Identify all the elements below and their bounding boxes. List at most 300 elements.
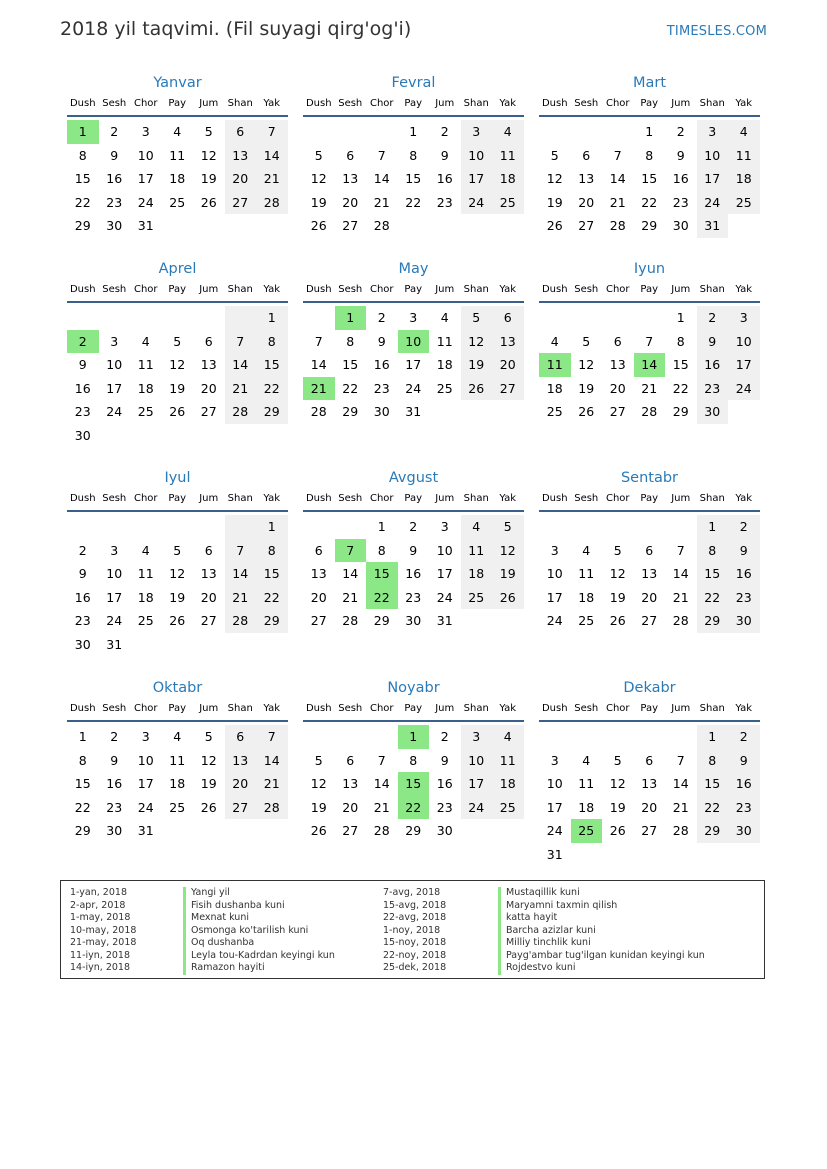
legend-holiday-name: Fisih dushanba kuni (183, 900, 335, 913)
month-block (303, 678, 524, 843)
holiday-day: 15 (398, 772, 430, 796)
weekday-label: Chor (133, 493, 158, 504)
month-block (67, 259, 288, 447)
day-cell: 27 (200, 404, 217, 419)
day-cell: 22 (405, 194, 422, 210)
day-cell: 16 (405, 566, 422, 581)
day-cell: 10 (436, 542, 453, 558)
day-cell: 30 (436, 823, 453, 838)
weekday-header (67, 283, 288, 303)
month-block (303, 468, 524, 633)
brand-link[interactable]: TIMESLES.COM (666, 24, 767, 39)
day-cell: 15 (256, 562, 288, 586)
day-cell: 8 (377, 542, 386, 558)
day-cell: 1 (78, 729, 87, 744)
day-cell: 17 (461, 167, 493, 191)
day-cell: 13 (342, 171, 359, 186)
weekday-header (539, 283, 760, 303)
day-cell: 28 (672, 613, 689, 628)
day-cell: 9 (728, 749, 760, 773)
day-cell: 22 (74, 194, 91, 210)
empty-cell (602, 515, 634, 539)
day-grid (303, 120, 524, 238)
day-cell: 28 (225, 400, 257, 424)
day-cell: 8 (256, 330, 288, 354)
legend-date: 22-avg, 2018 (383, 912, 447, 923)
legend-date: 25-dek, 2018 (383, 962, 447, 973)
month-block (67, 678, 288, 843)
day-cell: 31 (546, 846, 563, 862)
day-cell: 17 (728, 353, 760, 377)
empty-cell (162, 306, 194, 330)
day-cell: 23 (436, 799, 453, 815)
day-cell: 6 (613, 333, 622, 349)
holiday-day: 14 (634, 353, 666, 377)
legend-names-right (498, 887, 705, 975)
empty-cell (162, 515, 194, 539)
weekday-label: Sesh (574, 703, 599, 714)
weekday-label: Jum (435, 98, 455, 109)
weekday-label: Chor (605, 703, 630, 714)
day-cell: 23 (74, 404, 91, 419)
day-cell: 10 (106, 357, 123, 372)
day-cell: 1 (256, 306, 288, 330)
day-cell: 29 (256, 609, 288, 633)
holiday-day: 22 (366, 586, 398, 610)
empty-cell (335, 515, 367, 539)
day-cell: 6 (314, 542, 323, 558)
day-cell: 18 (728, 167, 760, 191)
weekday-label: Sesh (338, 703, 363, 714)
weekday-label: Dush (541, 493, 568, 504)
legend-date: 1-yan, 2018 (70, 887, 127, 898)
weekday-label: Chor (133, 98, 158, 109)
weekday-label: Yak (499, 284, 517, 295)
weekday-label: Chor (133, 284, 158, 295)
day-cell: 2 (377, 310, 386, 325)
empty-cell (539, 306, 571, 330)
legend-date: 1-noy, 2018 (383, 924, 441, 936)
day-cell: 7 (256, 725, 288, 749)
legend-date: 14-iyn, 2018 (70, 962, 131, 973)
month-name: Mart (632, 75, 667, 91)
empty-cell (130, 306, 162, 330)
month-block (303, 259, 524, 424)
day-cell: 19 (492, 562, 524, 586)
weekday-label: Sesh (102, 98, 127, 109)
day-cell: 25 (546, 404, 563, 419)
day-cell: 9 (440, 752, 449, 768)
day-cell: 8 (676, 333, 685, 349)
holiday-day: 22 (398, 796, 430, 820)
day-cell: 18 (169, 171, 186, 186)
day-cell: 9 (110, 147, 119, 163)
day-cell: 17 (461, 772, 493, 796)
day-cell: 29 (342, 404, 359, 419)
day-cell: 3 (550, 542, 559, 558)
day-cell: 5 (461, 306, 493, 330)
day-cell: 12 (609, 776, 626, 791)
weekday-label: Jum (199, 284, 219, 295)
day-cell: 18 (137, 589, 154, 605)
day-cell: 27 (342, 823, 359, 838)
day-cell: 2 (78, 542, 87, 558)
day-cell: 21 (641, 380, 658, 396)
legend-holiday-name: Barcha azizlar kuni (498, 925, 705, 938)
legend-date: 21-may, 2018 (70, 937, 137, 948)
day-cell: 15 (697, 562, 729, 586)
day-cell: 1 (676, 310, 685, 325)
weekday-label: Pay (640, 284, 659, 295)
day-cell: 12 (200, 752, 217, 768)
day-cell: 22 (256, 586, 288, 610)
day-cell: 18 (169, 776, 186, 791)
day-cell: 22 (256, 377, 288, 401)
day-cell: 19 (200, 776, 217, 791)
holiday-day: 15 (366, 562, 398, 586)
day-cell: 19 (546, 194, 563, 210)
legend-dates-right (383, 887, 446, 975)
day-cell: 19 (200, 171, 217, 186)
weekday-label: Jum (199, 703, 219, 714)
empty-cell (225, 306, 257, 330)
day-cell: 8 (346, 333, 355, 349)
day-cell: 12 (492, 539, 524, 563)
day-cell: 6 (492, 306, 524, 330)
day-cell: 13 (492, 330, 524, 354)
day-cell: 4 (492, 725, 524, 749)
day-cell: 31 (436, 613, 453, 628)
weekday-label: Pay (168, 98, 187, 109)
day-cell: 5 (613, 752, 622, 768)
day-cell: 14 (373, 776, 390, 791)
day-cell: 20 (200, 380, 217, 396)
day-cell: 14 (672, 566, 689, 581)
day-cell: 25 (728, 191, 760, 215)
legend-date: 11-iyn, 2018 (70, 949, 131, 961)
weekday-label: Shan (699, 98, 725, 109)
day-cell: 3 (409, 310, 418, 325)
holiday-day: 10 (398, 330, 430, 354)
day-cell: 7 (613, 147, 622, 163)
day-cell: 31 (697, 214, 729, 238)
day-cell: 29 (373, 613, 390, 628)
day-cell: 3 (141, 729, 150, 744)
empty-cell (366, 725, 398, 749)
day-cell: 8 (78, 147, 87, 163)
day-cell: 10 (728, 330, 760, 354)
day-cell: 2 (728, 725, 760, 749)
day-cell: 12 (169, 566, 186, 581)
day-cell: 8 (697, 749, 729, 773)
weekday-header (303, 283, 524, 303)
legend-holiday-name: Payg'ambar tug'ilgan kunidan keyingi kun (498, 950, 705, 963)
day-cell: 7 (377, 147, 386, 163)
legend-date: 15-noy, 2018 (383, 937, 447, 948)
day-cell: 31 (405, 404, 422, 419)
day-cell: 16 (74, 380, 91, 396)
legend-holiday-name: Maryamni taxmin qilish (498, 900, 705, 913)
day-cell: 20 (609, 380, 626, 396)
day-cell: 1 (377, 519, 386, 534)
day-cell: 19 (461, 353, 493, 377)
day-cell: 24 (137, 194, 154, 210)
day-cell: 8 (697, 539, 729, 563)
day-cell: 11 (436, 333, 453, 349)
day-cell: 21 (342, 589, 359, 605)
day-cell: 8 (78, 752, 87, 768)
legend-date: 2-apr, 2018 (70, 899, 126, 911)
day-cell: 30 (728, 819, 760, 843)
weekday-label: Sesh (574, 98, 599, 109)
empty-cell (193, 515, 225, 539)
day-cell: 21 (373, 194, 390, 210)
day-cell: 6 (582, 147, 591, 163)
month-name: Dekabr (623, 680, 676, 696)
day-cell: 23 (728, 796, 760, 820)
holiday-day: 1 (398, 725, 430, 749)
day-cell: 20 (342, 799, 359, 815)
day-cell: 24 (546, 613, 563, 628)
day-cell: 31 (106, 636, 123, 652)
day-cell: 9 (728, 539, 760, 563)
day-cell: 14 (609, 171, 626, 186)
day-cell: 29 (405, 823, 422, 838)
empty-cell (303, 306, 335, 330)
holiday-day: 11 (539, 353, 571, 377)
day-cell: 28 (609, 218, 626, 233)
legend-names-left (183, 887, 335, 975)
day-cell: 12 (310, 776, 327, 791)
weekday-label: Pay (640, 98, 659, 109)
month-name: Iyul (164, 470, 191, 486)
day-cell: 25 (461, 586, 493, 610)
day-cell: 6 (225, 725, 257, 749)
day-cell: 25 (137, 404, 154, 419)
day-cell: 24 (697, 191, 729, 215)
day-cell: 26 (609, 823, 626, 838)
day-cell: 19 (578, 380, 595, 396)
day-cell: 3 (461, 120, 493, 144)
day-cell: 14 (256, 749, 288, 773)
empty-cell (303, 515, 335, 539)
day-cell: 3 (550, 752, 559, 768)
day-cell: 10 (546, 566, 563, 581)
weekday-header (303, 97, 524, 117)
weekday-label: Shan (463, 98, 489, 109)
legend-dates-left (70, 887, 136, 975)
day-cell: 4 (582, 752, 591, 768)
month-name: Yanvar (153, 75, 202, 91)
day-cell: 1 (697, 515, 729, 539)
weekday-label: Dush (541, 98, 568, 109)
weekday-label: Shan (699, 703, 725, 714)
day-cell: 23 (106, 799, 123, 815)
empty-cell (303, 120, 335, 144)
day-cell: 26 (200, 799, 217, 815)
day-cell: 5 (173, 333, 182, 349)
weekday-label: Yak (263, 493, 281, 504)
month-name: Oktabr (152, 680, 203, 696)
weekday-label: Chor (369, 284, 394, 295)
day-grid (67, 306, 288, 447)
day-cell: 17 (137, 171, 154, 186)
month-block (303, 73, 524, 238)
day-cell: 27 (310, 613, 327, 628)
day-cell: 12 (546, 171, 563, 186)
weekday-label: Jum (435, 703, 455, 714)
day-cell: 25 (436, 380, 453, 396)
day-cell: 5 (173, 542, 182, 558)
weekday-label: Shan (463, 493, 489, 504)
weekday-label: Chor (369, 703, 394, 714)
day-cell: 3 (110, 542, 119, 558)
empty-cell (634, 725, 666, 749)
day-cell: 17 (546, 589, 563, 605)
weekday-label: Dush (69, 98, 96, 109)
day-cell: 28 (256, 191, 288, 215)
day-cell: 7 (645, 333, 654, 349)
day-cell: 16 (106, 776, 123, 791)
day-cell: 12 (310, 171, 327, 186)
day-cell: 15 (256, 353, 288, 377)
month-block (539, 259, 760, 424)
day-cell: 18 (546, 380, 563, 396)
day-cell: 18 (492, 772, 524, 796)
day-cell: 26 (169, 613, 186, 628)
day-cell: 5 (204, 729, 213, 744)
weekday-label: Chor (369, 493, 394, 504)
legend-holiday-name: Leyla tou-Kadrdan keyingi kun (183, 950, 335, 963)
day-cell: 17 (106, 589, 123, 605)
day-cell: 18 (137, 380, 154, 396)
day-cell: 10 (137, 147, 154, 163)
weekday-label: Dush (69, 284, 96, 295)
day-cell: 4 (492, 120, 524, 144)
month-block (67, 468, 288, 656)
day-cell: 5 (582, 333, 591, 349)
weekday-label: Jum (435, 493, 455, 504)
day-cell: 11 (492, 144, 524, 168)
day-cell: 28 (256, 796, 288, 820)
day-cell: 20 (641, 589, 658, 605)
day-cell: 24 (436, 589, 453, 605)
day-cell: 18 (492, 167, 524, 191)
day-cell: 5 (613, 542, 622, 558)
day-cell: 27 (225, 191, 257, 215)
day-cell: 3 (728, 306, 760, 330)
day-cell: 28 (373, 823, 390, 838)
day-cell: 19 (310, 194, 327, 210)
day-cell: 30 (106, 823, 123, 838)
day-cell: 19 (609, 589, 626, 605)
day-cell: 29 (697, 609, 729, 633)
weekday-header (303, 492, 524, 512)
day-cell: 9 (697, 330, 729, 354)
day-cell: 31 (137, 218, 154, 233)
day-cell: 7 (377, 752, 386, 768)
month-name: Aprel (158, 261, 197, 277)
legend-holiday-name: Ramazon hayiti (183, 962, 335, 975)
day-grid (303, 515, 524, 633)
day-cell: 22 (697, 796, 729, 820)
day-cell: 14 (256, 144, 288, 168)
day-cell: 16 (728, 562, 760, 586)
day-cell: 17 (106, 380, 123, 396)
day-cell: 9 (377, 333, 386, 349)
day-cell: 22 (74, 799, 91, 815)
day-cell: 4 (550, 333, 559, 349)
day-cell: 17 (137, 776, 154, 791)
day-cell: 12 (578, 357, 595, 372)
day-cell: 28 (310, 404, 327, 419)
day-cell: 14 (225, 353, 257, 377)
holiday-day: 1 (335, 306, 367, 330)
empty-cell (602, 306, 634, 330)
legend-holiday-name: Milliy tinchlik kuni (498, 937, 705, 950)
weekday-label: Yak (499, 703, 517, 714)
empty-cell (539, 120, 571, 144)
day-cell: 29 (256, 400, 288, 424)
holiday-legend (60, 880, 765, 979)
empty-cell (602, 120, 634, 144)
weekday-label: Dush (541, 703, 568, 714)
weekday-label: Shan (227, 284, 253, 295)
weekday-label: Shan (463, 284, 489, 295)
weekday-label: Yak (263, 284, 281, 295)
day-cell: 1 (256, 515, 288, 539)
empty-cell (99, 306, 131, 330)
day-cell: 9 (110, 752, 119, 768)
day-cell: 15 (342, 357, 359, 372)
month-name: Avgust (388, 470, 439, 486)
day-cell: 27 (492, 377, 524, 401)
day-cell: 3 (110, 333, 119, 349)
day-cell: 14 (225, 562, 257, 586)
day-cell: 21 (225, 377, 257, 401)
empty-cell (99, 515, 131, 539)
weekday-label: Yak (735, 703, 753, 714)
day-cell: 16 (697, 353, 729, 377)
day-cell: 27 (578, 218, 595, 233)
day-cell: 2 (409, 519, 418, 534)
day-cell: 28 (672, 823, 689, 838)
empty-cell (634, 306, 666, 330)
day-cell: 4 (141, 333, 150, 349)
empty-cell (571, 515, 603, 539)
weekday-label: Dush (69, 493, 96, 504)
day-cell: 26 (169, 404, 186, 419)
day-cell: 13 (578, 171, 595, 186)
day-cell: 16 (106, 171, 123, 186)
day-cell: 30 (106, 218, 123, 233)
day-cell: 7 (225, 539, 257, 563)
day-cell: 31 (137, 823, 154, 838)
day-cell: 16 (74, 589, 91, 605)
day-cell: 14 (310, 357, 327, 372)
weekday-label: Chor (605, 284, 630, 295)
empty-cell (335, 725, 367, 749)
day-cell: 23 (373, 380, 390, 396)
day-cell: 12 (169, 357, 186, 372)
legend-holiday-name: Rojdestvo kuni (498, 962, 705, 975)
holiday-day: 1 (67, 120, 99, 144)
day-cell: 13 (200, 566, 217, 581)
day-cell: 16 (436, 776, 453, 791)
weekday-header (67, 97, 288, 117)
day-cell: 15 (405, 171, 422, 186)
weekday-header (67, 492, 288, 512)
